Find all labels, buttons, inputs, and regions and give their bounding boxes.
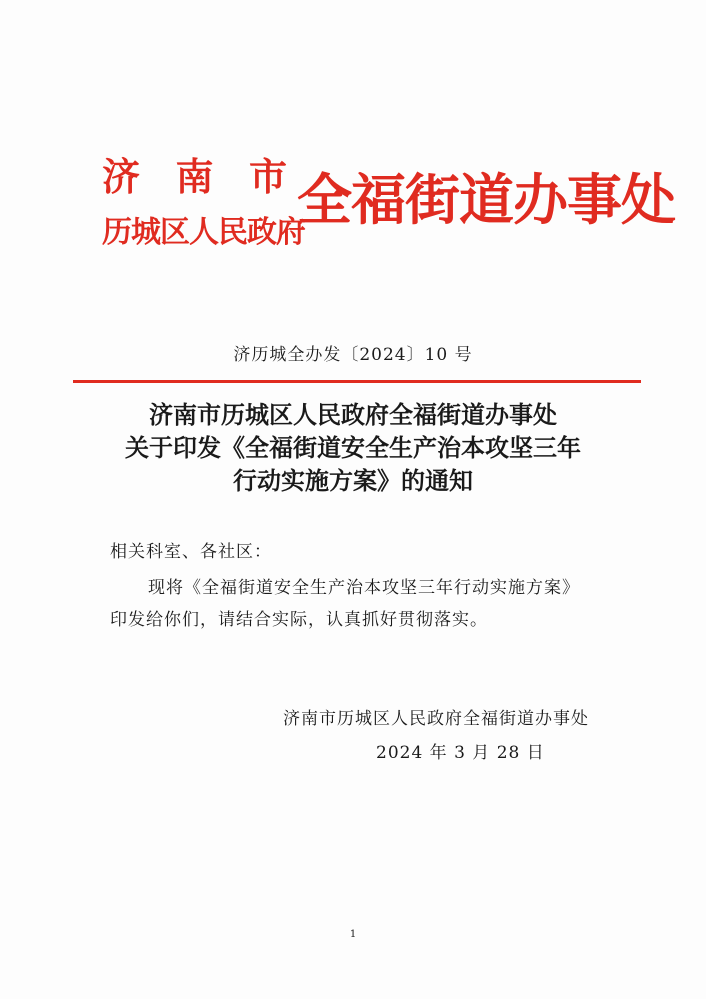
issuer-city-char: 南 [175,154,214,199]
issuer-office: 全福街道办事处 [297,167,676,232]
issuer-city-char: 济 [102,154,141,199]
page-number: 1 [349,929,357,940]
body-text-line: 现将《全福街道安全生产治本攻坚三年行动实施方案》 [148,578,580,598]
signature-organization: 济南市历城区人民政府全福街道办事处 [283,709,589,729]
issuer-left-block [102,154,305,250]
salutation: 相关科室、各社区： [110,542,272,562]
title-line: 行动实施方案》的通知 [233,466,473,495]
document-title [0,398,706,497]
document-number: 济历城全办发〔2024〕10 号 [233,345,473,365]
title-line: 关于印发《全福街道安全生产治本攻坚三年 [125,433,581,462]
title-line: 济南市历城区人民政府全福街道办事处 [149,400,557,429]
issuer-city [102,154,287,204]
signature-date: 2024 年 3 月 28 日 [376,743,545,763]
body-text-line: 印发给你们，请结合实际，认真抓好贯彻落实。 [110,610,488,630]
red-header-rule [73,380,641,383]
issuer-city-char: 市 [248,154,287,199]
issuer-district: 历城区人民政府 [102,215,305,250]
